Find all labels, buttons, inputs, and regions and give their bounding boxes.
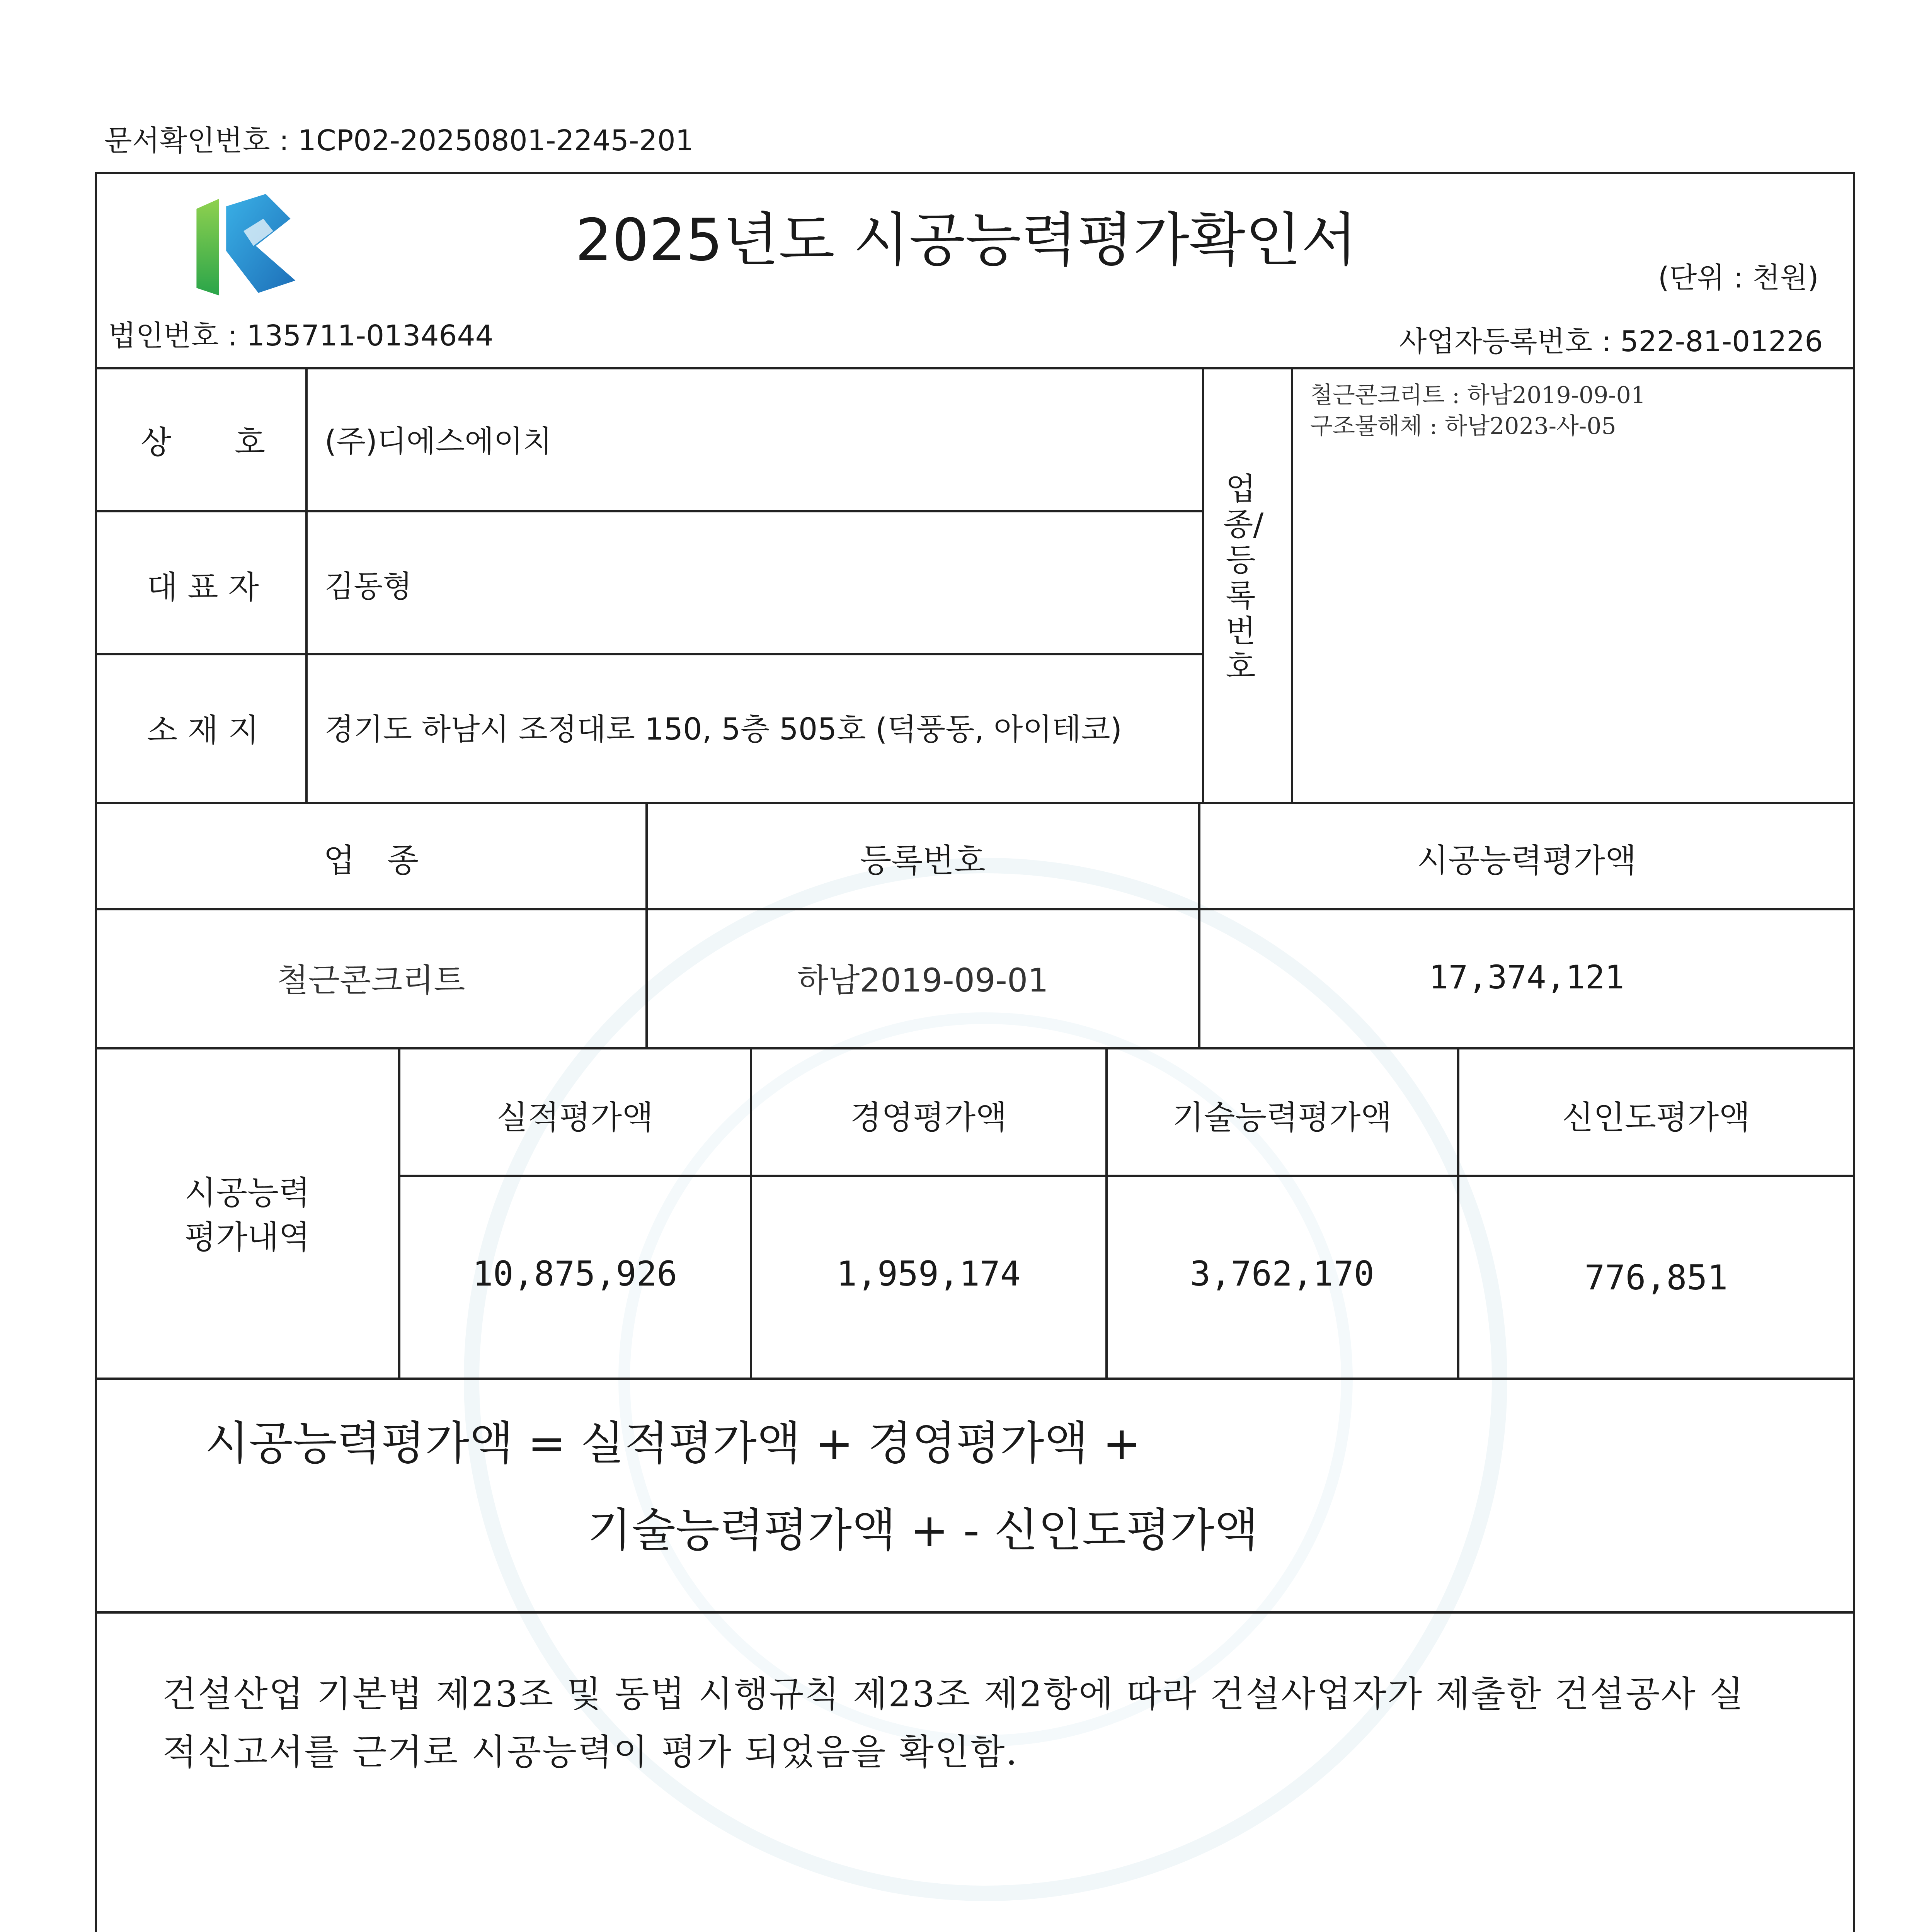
divider	[95, 1611, 1855, 1614]
company-address: 경기도 하남시 조정대로 150, 5층 505호 (덕풍동, 아이테코)	[325, 712, 1122, 747]
technology-value: 3,762,170	[1190, 1254, 1374, 1294]
credibility-value: 776,851	[1584, 1258, 1728, 1298]
divider	[95, 908, 1855, 910]
breakdown-label-line2: 평가내역	[184, 1218, 310, 1256]
registration-line-2: 구조물해체 : 하남2023-사-05	[1310, 413, 1616, 440]
evaluation-amount-value: 17,374,121	[1429, 958, 1624, 996]
unit-label: (단위 : 천원)	[1658, 261, 1819, 294]
industry-value: 철근콘크리트	[277, 961, 465, 999]
company-name: (주)디에스에이치	[325, 424, 552, 459]
address-label: 소 재 지	[147, 712, 259, 749]
divider	[1202, 367, 1204, 804]
header-credibility: 신인도평가액	[1562, 1099, 1750, 1136]
registration-number-value: 하남2019-09-01	[797, 961, 1049, 999]
business-registration-number: 사업자등록번호 : 522-81-01226	[1399, 325, 1823, 358]
divider	[398, 1175, 1855, 1177]
divider	[95, 802, 1855, 804]
divider	[95, 1047, 1855, 1049]
breakdown-label-line1: 시공능력	[184, 1174, 310, 1212]
divider	[95, 1378, 1855, 1380]
performance-value: 10,875,926	[472, 1254, 678, 1294]
divider	[305, 367, 308, 804]
header-performance: 실적평가액	[496, 1099, 654, 1136]
corporate-number: 법인번호 : 135711-0134644	[108, 319, 494, 352]
formula-line-1: 시공능력평가액 = 실적평가액 + 경영평가액 +	[205, 1417, 1141, 1470]
divider	[95, 653, 1204, 655]
management-value: 1,959,174	[836, 1254, 1021, 1294]
confirmation-statement: 건설산업 기본법 제23조 및 동법 시행규칙 제23조 제2항에 따라 건설사업자가 제출한 건설공사 실적신고서를 근거로 시공능력이 평가 되었음을 확인함.	[162, 1673, 1745, 1773]
registration-line-1: 철근콘크리트 : 하남2019-09-01	[1310, 382, 1646, 409]
issue-date	[1488, 1928, 1721, 1932]
registration-side-label: 업종/등록번호	[1223, 471, 1264, 685]
company-name-label: 상 호	[140, 424, 266, 461]
header-management: 경영평가액	[850, 1099, 1007, 1136]
document-number: 문서확인번호 : 1CP02-20250801-2245-201	[104, 124, 694, 157]
representative-name: 김동형	[325, 569, 412, 604]
header-technology: 기술능력평가액	[1172, 1099, 1392, 1136]
divider	[95, 367, 1855, 369]
header-evaluation-amount: 시공능력평가액	[1416, 842, 1636, 879]
formula-line-2: 기술능력평가액 + - 신인도평가액	[587, 1503, 1258, 1557]
divider	[1291, 367, 1293, 804]
divider	[95, 510, 1204, 512]
document-title: 2025년도 시공능력평가확인서	[575, 207, 1357, 274]
representative-label: 대 표 자	[147, 569, 259, 606]
kosca-logo-icon	[182, 182, 305, 305]
header-industry: 업 종	[323, 842, 419, 879]
header-registration-number: 등록번호	[860, 842, 986, 879]
